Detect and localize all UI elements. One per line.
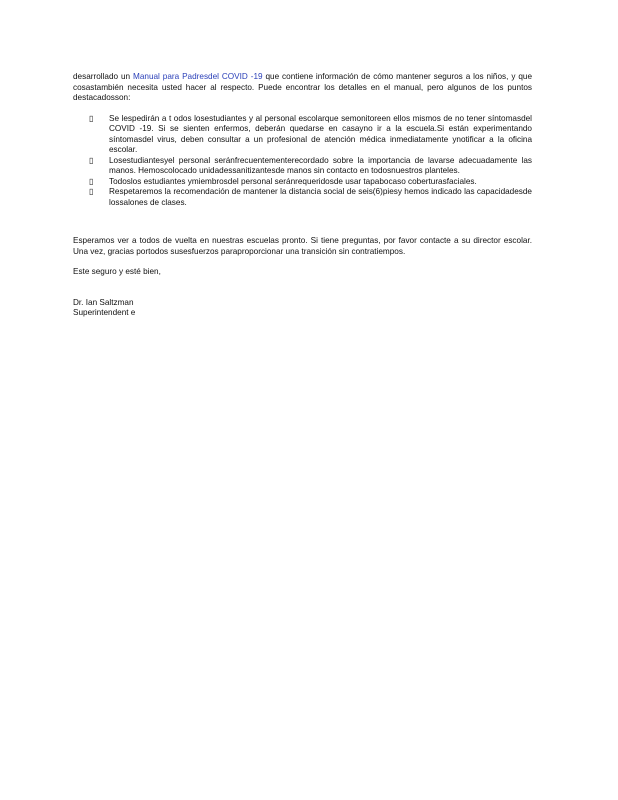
highlights-list bbox=[73, 114, 532, 209]
farewell-line: Este seguro y esté bien, bbox=[73, 267, 161, 276]
manual-link[interactable]: Manual para Padresdel COVID -19 bbox=[133, 72, 263, 81]
list-item-text: Todoslos estudiantes ymiembrosdel personal seránrequeridosde usar tapabocaso coberturasfaciales. bbox=[109, 176, 477, 186]
intro-prefix: desarrollado un bbox=[73, 72, 134, 81]
list-item bbox=[89, 187, 532, 208]
signature-title: Superintendent e bbox=[73, 308, 136, 317]
intro-paragraph bbox=[73, 72, 532, 104]
list-item bbox=[89, 177, 532, 188]
list-item-text: Se lespedirán a t odos losestudiantes y al personal escolarque semonitoreen ellos mismos de no tener síntomasdel COVID -19. Si se sienten enfermos, deberán quedarse en casayno ir a la escuela.Si están experimentando síntomasdel virus, deben consultar a un profesional de atención médica inmediatamente ynotificar a la oficina escolar. bbox=[109, 113, 532, 154]
bullet-box-icon: ▯ bbox=[89, 176, 94, 186]
list-item bbox=[89, 156, 532, 177]
list-item-text: Losestudiantesyel personal seránfrecuentementerecordado sobre la importancia de lavarse adecuadamente las manos. Hemoscolocado unidadessanitizantesde manos sin contacto en todosnuestros planteles. bbox=[109, 155, 532, 175]
bullet-box-icon: ▯ bbox=[89, 113, 94, 123]
list-item-text: Respetaremos la recomendación de mantener la distancia social de seis(6)piesy hemos indicado las capacidadesde lossalones de clases. bbox=[109, 187, 532, 207]
list-item bbox=[89, 114, 532, 156]
closing-paragraph: Esperamos ver a todos de vuelta en nuestras escuelas pronto. Si tiene preguntas, por favor contacte a su director escolar. Una vez, gracias portodos susesfuerzos paraproporcionar una transición sin contratiempos. bbox=[73, 236, 532, 256]
signature-block bbox=[73, 298, 532, 319]
bullet-box-icon: ▯ bbox=[89, 155, 94, 165]
signature-name: Dr. Ian Saltzman bbox=[73, 297, 134, 307]
intro-suffix: que contiene información de cómo mantener seguros a los niños, y que cosastambién necesita usted hacer al respecto. Puede encontrar los detalles en el manual, pero algunos de los puntos destacadosson: bbox=[73, 72, 532, 102]
bullet-box-icon: ▯ bbox=[89, 187, 94, 196]
